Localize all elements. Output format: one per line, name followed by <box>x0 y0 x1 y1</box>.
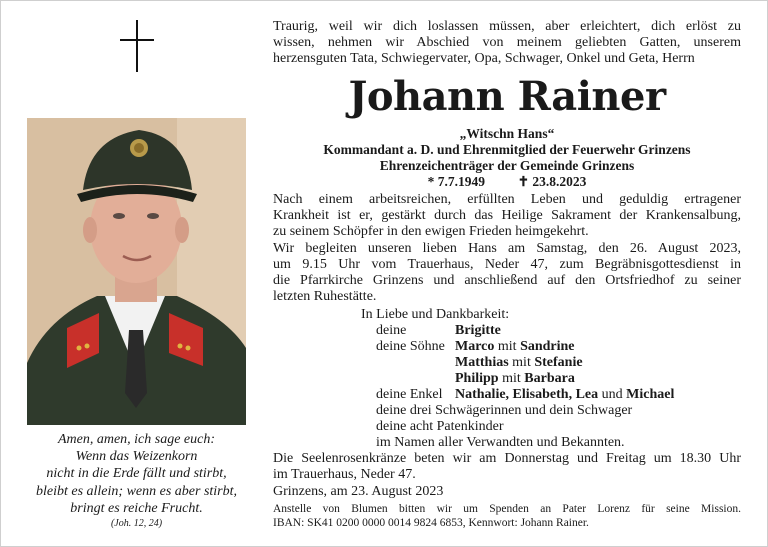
portrait-photo <box>27 118 246 425</box>
grandkid-last: Michael <box>626 387 675 402</box>
family-grandkids <box>455 387 674 403</box>
son-partner: Sandrine <box>520 339 575 354</box>
family-inlaws: deine drei Schwägerinnen und dein Schwager <box>376 403 633 418</box>
paragraph-line: Wir begleiten unseren lieben Hans am Samstag, den 26. August 2023, <box>273 241 741 256</box>
family-son-row <box>455 339 575 355</box>
intro-text <box>273 19 741 67</box>
son-partner: Barbara <box>524 371 575 386</box>
grandkids-names: Nathalie, Elisabeth, Lea <box>455 387 599 402</box>
family-son-row <box>455 355 583 371</box>
und-label: und <box>601 387 623 402</box>
paragraph-line: Die Seelenrosenkränze beten wir am Donnerstag und Freitag um 18.30 Uhr <box>273 451 741 466</box>
quote-line: bleibt es allein; wenn es aber stirbt, <box>35 483 238 499</box>
quote-reference: (Joh. 12, 24) <box>110 518 163 530</box>
bible-quote <box>27 431 246 531</box>
death-date: ✝ 23.8.2023 <box>517 174 587 189</box>
family-son-row <box>455 371 575 387</box>
family-intro: In Liebe und Dankbarkeit: <box>361 307 510 322</box>
donation-line: IBAN: SK41 0200 0000 0014 9824 6853, Kennwort: Johann Rainer. <box>273 517 589 529</box>
son-name: Philipp <box>455 371 499 386</box>
family-godchildren: deine acht Patenkinder <box>376 419 504 434</box>
quote-line: Wenn das Weizenkorn <box>75 449 198 465</box>
quote-line: Amen, amen, ich sage euch: <box>57 432 216 447</box>
family-wife-label: deine <box>376 323 407 338</box>
place-date: Grinzens, am 23. August 2023 <box>273 484 444 499</box>
family-all: im Namen aller Verwandten und Bekannten. <box>376 435 625 450</box>
paragraph-line: Krankheit ist er, gestärkt durch das Heilige Sakrament der Krankensalbung, <box>273 208 741 223</box>
mit-label: mit <box>502 371 521 386</box>
family-wife: Brigitte <box>455 323 501 338</box>
quote-line: bringt es reiche Frucht. <box>70 500 203 516</box>
donation-line: Anstelle von Blumen bitten wir um Spenden an Pater Lorenz für seine Mission. <box>273 503 741 515</box>
son-name: Matthias <box>455 355 509 370</box>
intro-line: wissen, nehmen wir Abschied von meinem geliebten Gatten, unserem <box>273 35 741 50</box>
paragraph-line: im Trauerhaus, Neder 47. <box>273 467 416 482</box>
rosary-paragraph <box>273 451 741 483</box>
intro-line: herzensguten Tata, Schwiegervater, Opa, Schwager, Onkel und Geta, Herrn <box>273 51 695 66</box>
life-dates <box>273 174 741 190</box>
paragraph-line: Nach einem arbeitsreichen, erfüllten Leben und geduldig ertragener <box>273 192 741 207</box>
life-paragraph <box>273 192 741 240</box>
title-municipality: Ehrenzeichenträger der Gemeinde Grinzens <box>379 158 635 173</box>
birth-date: * 7.7.1949 <box>427 174 485 189</box>
paragraph-line: letzten Ruhestätte. <box>273 289 377 304</box>
title-fire-brigade: Kommandant a. D. und Ehrenmitglied der Feuerwehr Grinzens <box>323 142 691 157</box>
family-grandkids-label: deine Enkel <box>376 387 443 402</box>
deceased-name: Johann Rainer <box>348 73 666 120</box>
son-name: Marco <box>455 339 495 354</box>
quote-line: nicht in die Erde fällt und stirbt, <box>46 466 227 482</box>
donation-note <box>273 502 741 530</box>
mit-label: mit <box>497 339 517 354</box>
son-partner: Stefanie <box>534 355 583 370</box>
paragraph-line: um 9.15 Uhr vom Trauerhaus, Neder 47, zum Begräbnisgottesdienst in <box>273 257 741 272</box>
family-sons-label: deine Söhne <box>376 339 445 354</box>
mit-label: mit <box>512 355 531 370</box>
paragraph-line: die Pfarrkirche Grinzens und anschließend auf den Ortsfriedhof zu seiner <box>273 273 741 288</box>
intro-line: Traurig, weil wir dich loslassen müssen, aber erleichtert, dich erlöst zu <box>273 19 741 34</box>
funeral-paragraph <box>273 241 741 305</box>
nickname: „Witschn Hans“ <box>459 126 555 141</box>
paragraph-line: zu seinem Schöpfer in den ewigen Frieden heimgekehrt. <box>273 224 589 239</box>
